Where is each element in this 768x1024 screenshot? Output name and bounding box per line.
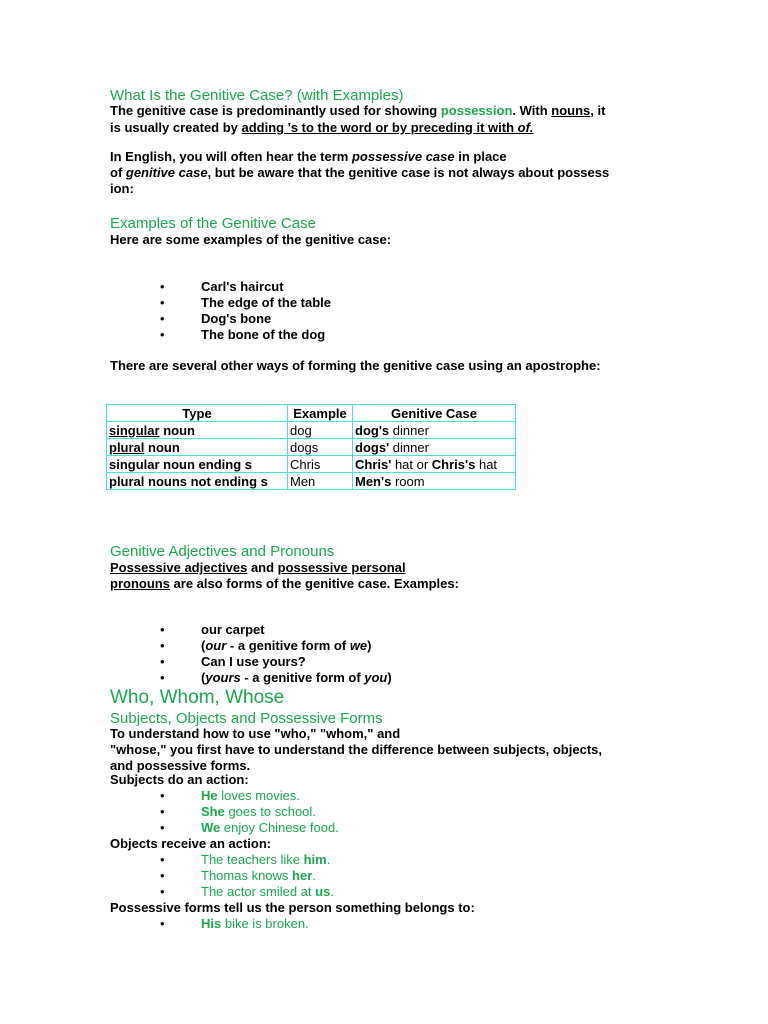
table-cell-genitive: Chris' hat or Chris's hat <box>353 456 516 473</box>
table-header-row <box>107 405 516 422</box>
genitive-table <box>106 404 516 490</box>
paragraph-2-line-1: In English, you will often hear the term possessive case in place <box>110 149 507 164</box>
pronoun-item-1: our carpet <box>201 622 265 637</box>
table-header-example: Example <box>288 405 353 422</box>
bullet: • <box>160 311 165 326</box>
paragraph-2-line-3: ion: <box>110 181 134 196</box>
bullet: • <box>160 804 165 819</box>
bullet: • <box>160 295 165 310</box>
bullet: • <box>160 788 165 803</box>
possessive-item-1: His bike is broken. <box>201 916 309 931</box>
bullet: • <box>160 638 165 653</box>
subject-item-2: She goes to school. <box>201 804 316 819</box>
bullet: • <box>160 654 165 669</box>
who-intro-line-2: "whose," you first have to understand the difference between subjects, objects, <box>110 742 602 757</box>
table-cell-example: dogs <box>288 439 353 456</box>
subjects-label: Subjects do an action: <box>110 772 249 787</box>
paragraph-2-line-2: of genitive case, but be aware that the genitive case is not always about possess <box>110 165 610 180</box>
table-cell-example: Men <box>288 473 353 490</box>
pronoun-item-4: (yours - a genitive form of you) <box>201 670 392 685</box>
table-row <box>107 456 516 473</box>
example-item-3: Dog's bone <box>201 311 272 326</box>
paragraph-1-line-1: The genitive case is predominantly used for showing possession. With nouns, it <box>110 103 606 118</box>
table-cell-example: Chris <box>288 456 353 473</box>
object-item-2: Thomas knows her. <box>201 868 316 883</box>
pronoun-item-2: (our - a genitive form of we) <box>201 638 372 653</box>
examples-intro: Here are some examples of the genitive case: <box>110 232 392 247</box>
table-cell-type: singular noun ending s <box>107 456 288 473</box>
bullet: • <box>160 868 165 883</box>
example-item-2: The edge of the table <box>201 295 332 310</box>
possessive-label: Possessive forms tell us the person something belongs to: <box>110 900 475 915</box>
table-row <box>107 439 516 456</box>
subject-item-1: He loves movies. <box>201 788 300 803</box>
bullet: • <box>160 852 165 867</box>
table-cell-genitive: dogs' dinner <box>353 439 516 456</box>
table-cell-type: singular noun <box>107 422 288 439</box>
who-intro-line-1: To understand how to use "who," "whom," and <box>110 726 401 741</box>
bullet: • <box>160 820 165 835</box>
pronoun-item-3: Can I use yours? <box>201 654 306 669</box>
table-row <box>107 422 516 439</box>
bullet: • <box>160 279 165 294</box>
bullet: • <box>160 622 165 637</box>
heading-adjectives-pronouns: Genitive Adjectives and Pronouns <box>110 543 335 560</box>
example-item-4: The bone of the dog <box>201 327 326 342</box>
object-item-1: The teachers like him. <box>201 852 331 867</box>
table-header-genitive: Genitive Case <box>353 405 516 422</box>
bullet: • <box>160 670 165 685</box>
table-cell-genitive: Men's room <box>353 473 516 490</box>
who-intro-line-3: and possessive forms. <box>110 758 251 773</box>
bullet: • <box>160 884 165 899</box>
heading-genitive-case: What Is the Genitive Case? (with Examples) <box>110 87 404 104</box>
example-item-1: Carl's haircut <box>201 279 284 294</box>
heading-examples: Examples of the Genitive Case <box>110 215 316 232</box>
bullet: • <box>160 327 165 342</box>
table-header-type: Type <box>107 405 288 422</box>
apostrophe-intro: There are several other ways of forming the genitive case using an apostrophe: <box>110 358 601 373</box>
paragraph-1-line-2: is usually created by adding 's to the word or by preceding it with of. <box>110 120 534 135</box>
table-cell-type: plural noun <box>107 439 288 456</box>
subheading-subjects-objects: Subjects, Objects and Possessive Forms <box>110 710 383 727</box>
table-cell-example: dog <box>288 422 353 439</box>
adjectives-line-1: Possessive adjectives and possessive personal <box>110 560 406 575</box>
subject-item-3: We enjoy Chinese food. <box>201 820 339 835</box>
table-cell-type: plural nouns not ending s <box>107 473 288 490</box>
table-row <box>107 473 516 490</box>
bullet: • <box>160 916 165 931</box>
table-cell-genitive: dog's dinner <box>353 422 516 439</box>
objects-label: Objects receive an action: <box>110 836 272 851</box>
heading-who-whom-whose: Who, Whom, Whose <box>110 687 285 708</box>
object-item-3: The actor smiled at us. <box>201 884 334 899</box>
adjectives-line-2: pronouns are also forms of the genitive case. Examples: <box>110 576 459 591</box>
